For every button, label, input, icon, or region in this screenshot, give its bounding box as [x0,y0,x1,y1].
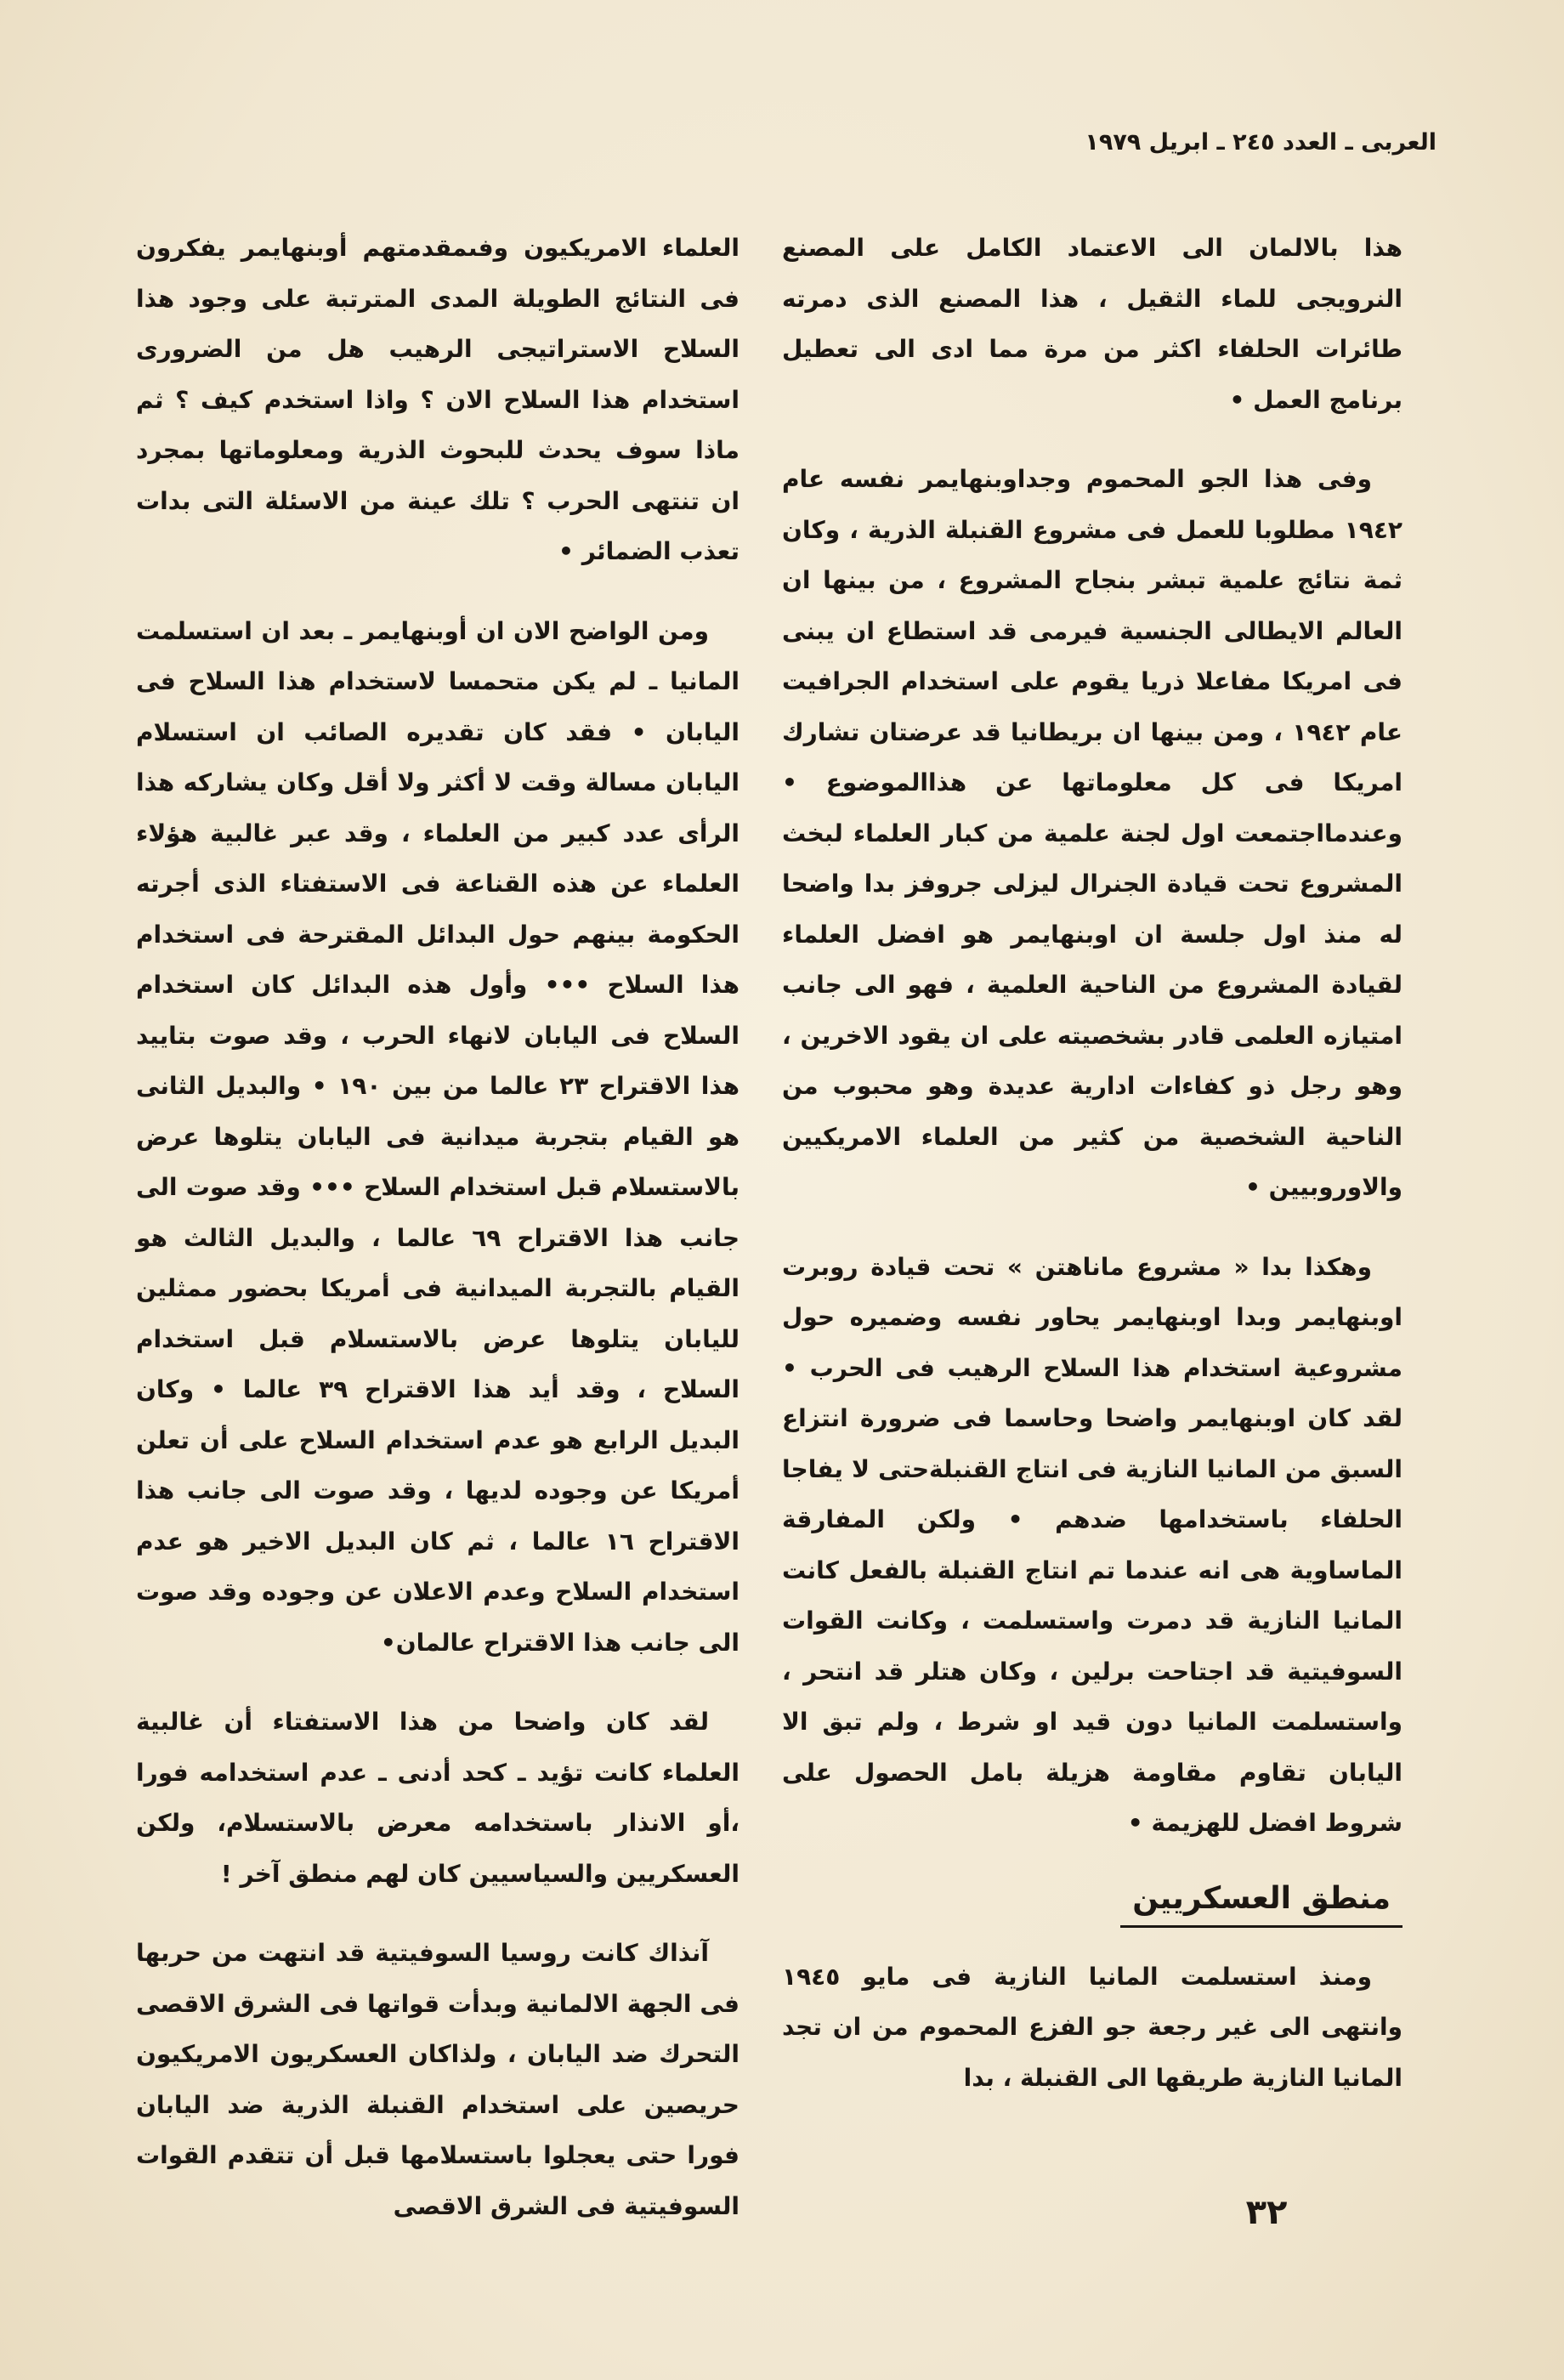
paragraph: ومنذ استسلمت المانيا النازية فى مايو ١٩٤٥ وانتهى الى غير رجعة جو الفزع المحموم من ان تجد المانيا النازية طريقها الى القنبلة ، بدا [782,1962,1402,2092]
left-column [136,223,740,2260]
paragraph: لقد كان واضحا من هذا الاستفتاء أن غالبية العلماء كانت تؤيد ـ كحد أدنى ـ عدم استخدامه فورا ،أو الانذار باستخدامه معرض بالاستسلام، ولكن العسكريين والسياسيين كان لهم منطق آخر ! [136,1708,740,1888]
page-number: ٣٢ [1245,2193,1288,2232]
section-heading-text: منطق العسكريين [1120,1878,1402,1928]
section-heading [782,1878,1402,1928]
paragraph: آنذاك كانت روسيا السوفيتية قد انتهت من حربها فى الجهة الالمانية وبدأت قواتها فى الشرق الاقصى التحرك ضد اليابان ، ولذاكان العسكريون الامريكيون حريصين على استخدام القنبلة الذرية ضد اليابان فورا حتى يعجلوا باستسلامها قبل أن تتقدم القوات السوفيتية فى الشرق الاقصى [136,1939,740,2220]
right-column [782,223,1402,2132]
paragraph: وهكذا بدا « مشروع ماناهتن » تحت قيادة روبرت اوبنهايمر وبدا اوبنهايمر يحاور نفسه وضميره حول مشروعية استخدام هذا السلاح الرهيب فى الحرب • لقد كان اوبنهايمر واضحا وحاسما فى ضرورة انتزاع السبق من المانيا النازية فى انتاج القنبلةحتى لا يفاجا الحلفاء باستخدامها ضدهم • ولكن المفارقة الماساوية هى انه عندما تم انتاج القنبلة بالفعل كانت المانيا النازية قد دمرت واستسلمت ، وكانت القوات السوفيتية قد اجتاحت برلين ، وكان هتلر قد انتحر ، واستسلمت المانيا دون قيد او شرط ، ولم تبق الا اليابان تقاوم مقاومة هزيلة بامل الحصول على شروط افضل للهزيمة • [782,1252,1402,1837]
running-head: العربى ـ العدد ٢٤٥ ـ ابريل ١٩٧٩ [1085,129,1436,156]
paragraph: ومن الواضح الان ان أوبنهايمر ـ بعد ان استسلمت المانيا ـ لم يكن متحمسا لاستخدام هذا السلاح فى اليابان • فقد كان تقديره الصائب ان استسلام اليابان مسالة وقت لا أكثر ولا أقل وكان يشاركه هذا الرأى عدد كبير من العلماء ، وقد عبر غالبية هؤلاء العلماء عن هذه القناعة فى الاستفتاء الذى أجرته الحكومة بينهم حول البدائل المقترحة فى استخدام هذا السلاح ••• وأول هذه البدائل كان استخدام السلاح فى اليابان لانهاء الحرب ، وقد صوت بتاييد هذا الاقتراح ٢٣ عالما من بين ١٩٠ • والبديل الثانى هو القيام بتجربة ميدانية فى اليابان يتلوها عرض بالاستسلام قبل استخدام السلاح ••• وقد صوت الى جانب هذا الاقتراح ٦٩ عالما ، والبديل الثالث هو القيام بالتجربة الميدانية فى أمريكا بحضور ممثلين لليابان يتلوها عرض بالاستسلام قبل استخدام السلاح ، وقد أيد هذا الاقتراح ٣٩ عالما • وكان البديل الرابع هو عدم استخدام السلاح على أن تعلن أمريكا عن وجوده لديها ، وقد صوت الى جانب هذا الاقتراح ١٦ عالما ، ثم كان البديل الاخير هو عدم استخدام السلاح وعدم الاعلان عن وجوده وقد صوت الى جانب هذا الاقتراح عالمان• [136,616,740,1657]
paragraph: وفى هذا الجو المحموم وجداوبنهايمر نفسه عام ١٩٤٢ مطلوبا للعمل فى مشروع القنبلة الذرية ، وكان ثمة نتائج علمية تبشر بنجاح المشروع ، من بينها ان العالم الايطالى الجنسية فيرمى قد استطاع ان يبنى فى امريكا مفاعلا ذريا يقوم على استخدام الجرافيت عام ١٩٤٢ ، ومن بينها ان بريطانيا قد عرضتان تشارك امريكا فى كل معلوماتها عن هذاالموضوع • وعندمااجتمعت اول لجنة علمية من كبار العلماء لبخث المشروع تحت قيادة الجنرال ليزلى جروفز بدا واضحا له منذ اول جلسة ان اوبنهايمر هو افضل العلماء لقيادة المشروع من الناحية العلمية ، فهو الى جانب امتيازه العلمى قادر بشخصيته على ان يقود الاخرين ، وهو رجل ذو كفاءات ادارية عديدة وهو محبوب من الناحية الشخصية من كثير من العلماء الامريكيين والاوروبيين • [782,465,1402,1201]
paragraph: هذا بالالمان الى الاعتماد الكامل على المصنع النرويجى للماء الثقيل ، هذا المصنع الذى دمرته طائرات الحلفاء اكثر من مرة مما ادى الى تعطيل برنامج العمل • [782,234,1402,414]
paragraph: العلماء الامريكيون وفىمقدمتهم أوبنهايمر يفكرون فى النتائج الطويلة المدى المترتبة على وجود هذا السلاح الاستراتيجى الرهيب هل من الضرورى استخدام هذا السلاح الان ؟ واذا استخدم كيف ؟ ثم ماذا سوف يحدث للبحوث الذرية ومعلوماتها بمجرد ان تنتهى الحرب ؟ تلك عينة من الاسئلة التى بدات تعذب الضمائر • [136,234,740,565]
